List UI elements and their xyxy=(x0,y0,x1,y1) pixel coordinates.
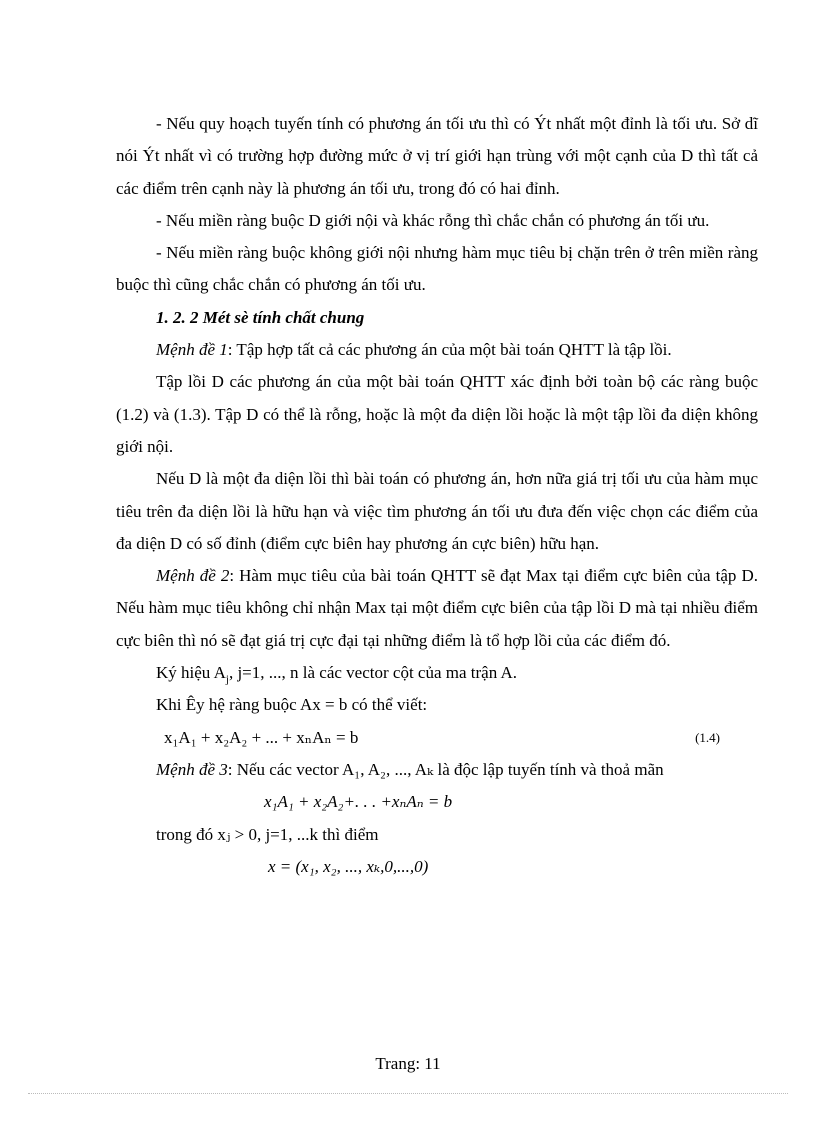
equation-1-4-text: x₁A₁ + x₂A₂ + ... + xₙAₙ = b xyxy=(164,727,359,747)
paragraph-polyhedron: Nếu D là một đa diện lồi thì bài toán có phương án, hơn nữa giá trị tối ưu của hàm mục tiêu trên đa diện lồi là hữu hạn và việc tìm phương án tối ưu đưa đến việc chọn các điểm của đa diện D có số đỉnh (điểm cực biên hay phương án cực biên) hữu hạn. xyxy=(116,469,758,553)
page-number: Trang: 11 xyxy=(375,1054,441,1073)
proposition-1-text: : Tập hợp tất cả các phương án của một bài toán QHTT là tập lồi. xyxy=(227,340,672,360)
equation-combination: x₁A₁ + x₂A₂+. . . +xₙAₙ = b xyxy=(264,792,453,812)
equation-point-x: x = (x₁, x₂, ..., xₖ,0,...,0) xyxy=(268,856,429,876)
proposition-2 xyxy=(116,560,758,657)
proposition-2-label: Mệnh đề 2 xyxy=(156,566,230,586)
notation-prefix: Ký hiệu A xyxy=(156,663,226,683)
proposition-3-label: Mệnh đề 3 xyxy=(156,759,228,779)
equation-1-4 xyxy=(116,722,758,754)
notation-subscript: j xyxy=(225,673,229,686)
paragraph-bounded-domain: - Nếu miền ràng buộc D giới nội và khác rỗng thì chắc chắn có phương án tối ưu. xyxy=(156,210,710,230)
proposition-3-text: : Nếu các vector A₁, A₂, ..., Aₖ là độc lập tuyến tính và thoả mãn xyxy=(227,759,664,779)
document-body xyxy=(116,108,758,883)
notation-line xyxy=(116,657,758,689)
section-heading: 1. 2. 2 Mét sè tính chất chung xyxy=(156,307,365,327)
notation-suffix: , j=1, ..., n là các vector cột của ma trận A. xyxy=(228,663,518,683)
paragraph-convex-set: Tập lồi D các phương án của một bài toán QHTT xác định bởi toàn bộ các ràng buộc (1.2) và (1.3). Tập D có thể là rỗng, hoặc là một đa diện lồi hoặc là một tập lồi đa diện không giới nội. xyxy=(116,372,758,456)
proposition-2-text: : Hàm mục tiêu của bài toán QHTT sẽ đạt Max tại điểm cực biên của tập D. Nếu hàm mục tiêu không chỉ nhận Max tại một điểm cực biên của tập lồi D mà tại nhiều điểm cực biên thì nó sẽ đạt giá trị cực đại tại những điểm là tổ hợp lồi của các điểm đó. xyxy=(116,566,758,650)
condition-line: trong đó xⱼ > 0, j=1, ...k thì điểm xyxy=(156,824,379,844)
proposition-3 xyxy=(116,754,758,786)
equation-number: (1.4) xyxy=(695,729,720,745)
proposition-1 xyxy=(116,334,758,366)
paragraph-unbounded-domain: - Nếu miền ràng buộc không giới nội nhưng hàm mục tiêu bị chặn trên ở trên miền ràng buộc thì cũng chắc chắn có phương án tối ưu. xyxy=(116,243,758,295)
proposition-1-label: Mệnh đề 1 xyxy=(156,340,228,360)
constraint-line: Khi Êy hệ ràng buộc Ax = b có thể viết: xyxy=(156,695,428,715)
footer-divider xyxy=(28,1093,788,1094)
paragraph-optimal-vertex: - Nếu quy hoạch tuyến tính có phương án tối ưu thì có Ýt nhất một đỉnh là tối ưu. Sở dĩ nói Ýt nhất vì có trường hợp đường mức ở vị trí giới hạn trùng với một cạnh của D thì tất cả các điểm trên cạnh này là phương án tối ưu, trong đó có hai đỉnh. xyxy=(116,114,758,198)
